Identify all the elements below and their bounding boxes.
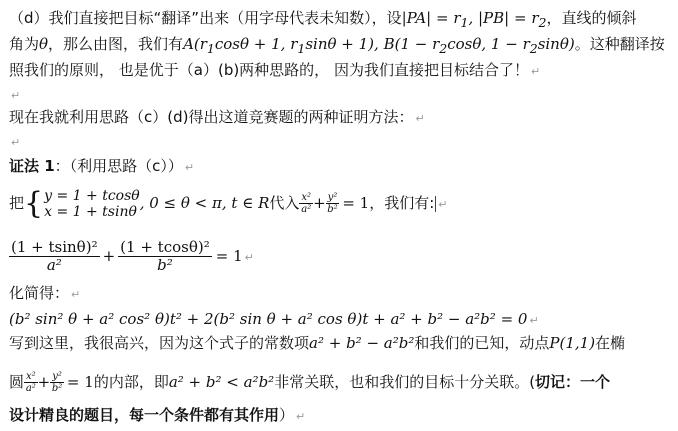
equation-line-9: $\frac{\text{(1 + tsinθ)²}}{\text{a²}}$ + $\frac{\text{(1 + tcosθ)²}}{\text{b²}}$ = 1 ↵ [11, 237, 254, 274]
math-points-ab: $A(r_1\cos\theta + 1$, $r_1\sin\theta + 1$), $B(1 - r_2\cos\theta$, $1 - r_2\sin\theta$) [183, 35, 575, 56]
paragraph-mark: ↵ [438, 198, 448, 211]
paragraph-line-3: 照我们的原则， 也是优于（a）(b)两种思路的， 因为我们直接把目标结合了！ ↵ [9, 61, 541, 79]
paragraph-mark: ↵ [184, 161, 195, 174]
parametric-system: y = 1 + tcosθ x = 1 + tsinθ [44, 187, 140, 220]
fraction-x2-a2: $\frac{\text{x²}}{\text{a²}}$ [25, 370, 36, 394]
fraction-cos-term: $\frac{\text{(1 + tcosθ)²}}{\text{b²}}$ [120, 237, 210, 274]
paragraph-mark: ↵ [296, 410, 306, 423]
fraction-y2-b2: $\frac{\text{y²}}{\text{b²}}$ [51, 370, 63, 394]
proof-heading: 证法 1：（利用思路（c）） ↵ [9, 157, 195, 175]
paragraph-line-1: （d）我们直接把目标“翻译”出来（用字母代表未知数），设$|PA| = r_1$, $|PB| = r_2$，直线的倾斜 [9, 9, 637, 30]
paragraph-line-2: 角为θ，那么由图，我们有$A(r_1\cos\theta + 1$, $r_1\sin\theta + 1$), $B(1 - r_2\cos\theta$, $1 - r_2\sin\theta$)。这种翻译按 [9, 35, 665, 56]
blank-line-1 [9, 84, 20, 106]
paragraph-line-12: 写到这里，我很高兴，因为这个式子的常数项a² + b² − a²b²和我们的已知，动点P(1,1)在椭 [9, 334, 626, 352]
paragraph-mark: ↵ [11, 89, 21, 102]
paragraph-line-14: 设计精良的题目，每一个条件都有其作用） ↵ [9, 406, 306, 424]
fraction-sin-term: $\frac{\text{(1 + tsinθ)²}}{\text{a²}}$ [11, 237, 98, 274]
fraction-x2-a2: $\frac{\text{x²}}{\text{a²}}$ [301, 191, 312, 215]
paragraph-line-8: 把{ y = 1 + tcosθ x = 1 + tsinθ , 0 ≤ θ < π, t ∈ R代入 $\frac{\text{x²}}{\text{a²}}$ + $\frac{\text{y²}}{\text{b²}}$ = 1，我们有: ↵ [9, 185, 448, 221]
paragraph-mark: ↵ [11, 136, 21, 149]
quadratic-equation: (b² sin² θ + a² cos² θ)t² + 2(b² sin θ + a² cos θ)t + a² + b² − a²b² = 0 [9, 310, 528, 328]
proof-title: 证法 1 [9, 157, 55, 175]
equation-line-11 [9, 309, 539, 331]
fraction-y2-b2: $\frac{\text{y²}}{\text{b²}}$ [327, 191, 338, 215]
paragraph-mark: ↵ [71, 288, 81, 301]
math-pa: $|PA| = r_1$, $|PB| = r_2$ [401, 9, 547, 30]
paragraph-mark: ↵ [530, 65, 541, 78]
paragraph-line-5: 现在我就利用思路（c）(d)得出这道竞赛题的两种证明方法： ↵ [9, 108, 425, 126]
paragraph-mark: ↵ [244, 251, 254, 264]
brace: { [24, 185, 44, 221]
paragraph-mark: ↵ [529, 314, 539, 327]
paragraph-mark: ↵ [415, 112, 425, 125]
paragraph-line-13: 圆 $\frac{\text{x²}}{\text{a²}}$ + $\frac{\text{y²}}{\text{b²}}$ = 1的内部，即a² + b² < a²b²非常关联，也和我们的目标十分关联。(切记：一个 [9, 370, 611, 394]
blank-line-2 [9, 131, 20, 153]
text-cursor [435, 196, 436, 212]
paragraph-line-10: 化简得： ↵ [9, 284, 81, 302]
